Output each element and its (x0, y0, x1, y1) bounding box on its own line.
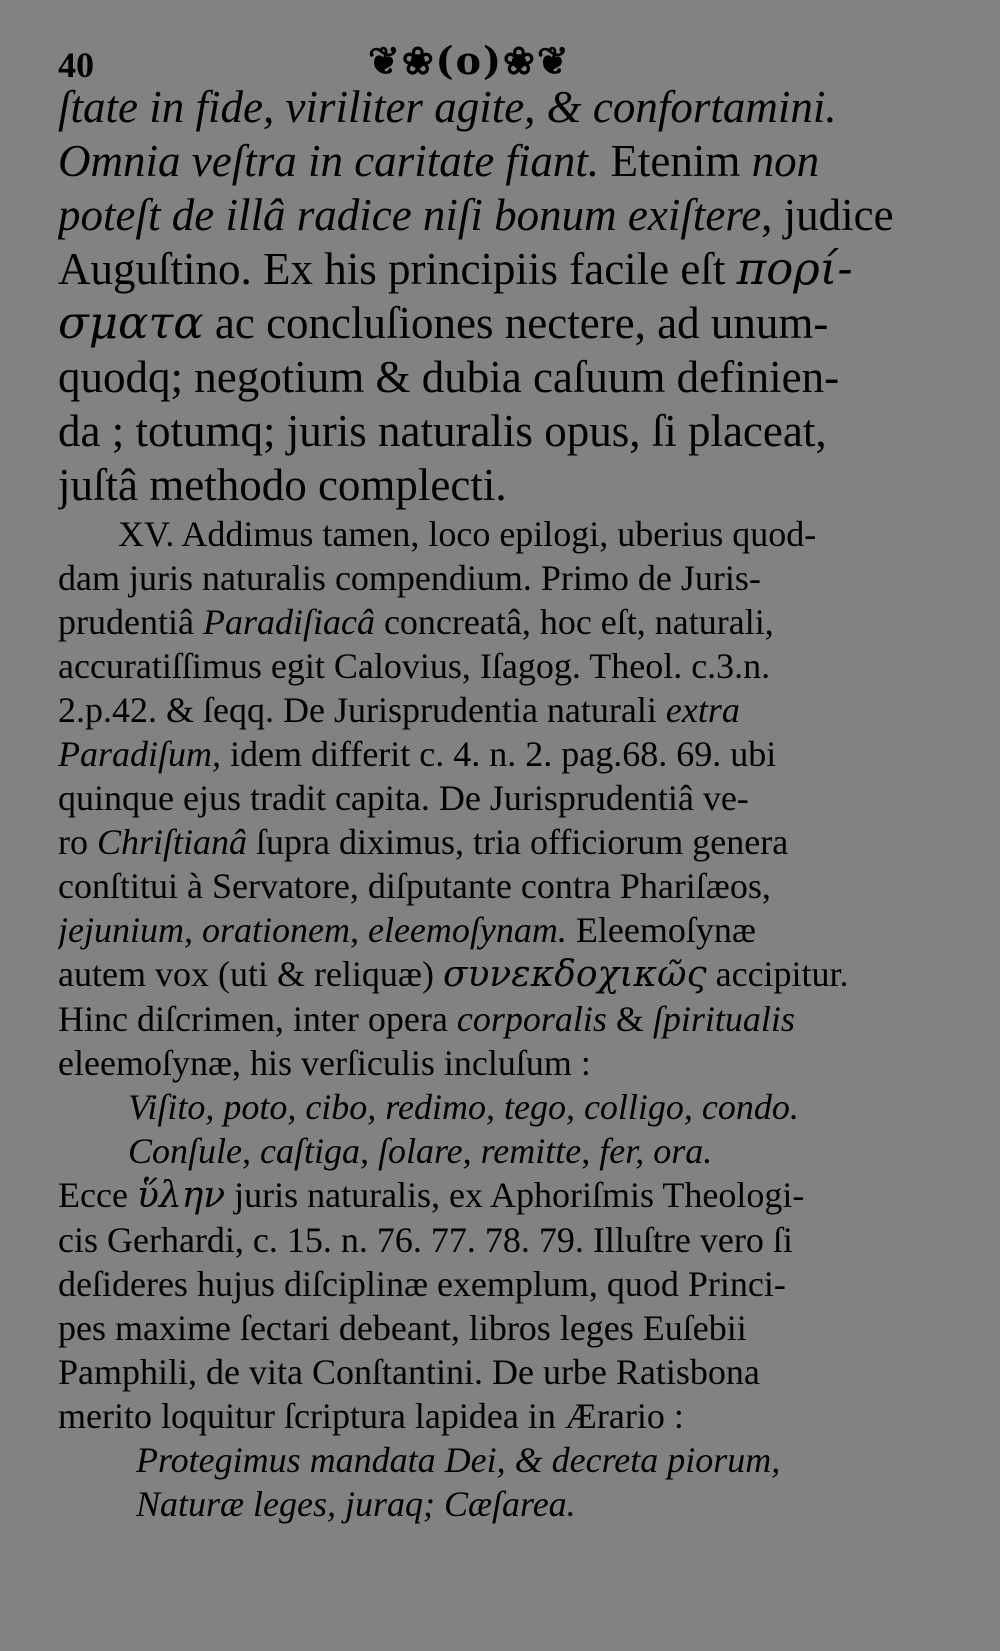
text-segment: autem vox (uti & reliquæ) (58, 954, 443, 994)
text-segment: ro (58, 822, 97, 862)
text-segment: 2.p.42. & ſeqq. De Jurisprudentia naturali (58, 690, 666, 730)
text-segment: prudentiâ (58, 602, 203, 642)
text-segment: Conſule, caſtiga, ſolare, remitte, fer, ora. (128, 1131, 713, 1171)
text-line (58, 296, 943, 350)
text-segment: Pamphili, de vita Conſtantini. De urbe Ratisbona (58, 1352, 760, 1392)
text-line (58, 1350, 943, 1394)
text-line (58, 1394, 943, 1438)
text-line (58, 1173, 943, 1218)
text-segment: ſpiritualis (652, 999, 795, 1039)
text-segment: da ; totumq; juris naturalis opus, ſi placeat, (58, 406, 827, 456)
text-segment: juſtâ methodo complecti. (58, 460, 507, 510)
text-line (58, 134, 943, 188)
text-line (58, 732, 943, 776)
text-segment: Ecce (58, 1175, 137, 1215)
text-segment: conſtitui à Servatore, diſputante contra Phariſæos, (58, 866, 771, 906)
text-segment: concreatâ, hoc eſt, naturali, (374, 602, 774, 642)
text-segment: poteſt de illâ radice niſi bonum exiſtere (58, 190, 762, 240)
text-segment: Omnia veſtra in caritate fiant. (58, 136, 600, 186)
text-segment: Eleemoſynæ (566, 910, 756, 950)
text-line (58, 512, 943, 556)
text-segment: Etenim (599, 136, 752, 186)
text-line (58, 864, 943, 908)
text-line (58, 556, 943, 600)
text-line (58, 644, 943, 688)
text-line (58, 908, 943, 952)
page-number: 40 (58, 45, 94, 85)
text-segment: , judice (761, 190, 894, 240)
verse-line (58, 1438, 943, 1482)
text-line (58, 80, 943, 134)
verse-line (58, 1482, 943, 1526)
text-segment: dam juris naturalis compendium. Primo de Juris- (58, 558, 761, 598)
text-segment: σματα (58, 296, 204, 349)
text-segment: XV. Addimus tamen, loco epilogi, uberius quod- (118, 514, 817, 554)
text-line (58, 688, 943, 732)
text-line (58, 1218, 943, 1262)
text-line (58, 776, 943, 820)
text-segment: Protegimus mandata Dei, & decreta piorum, (136, 1440, 781, 1480)
text-line (58, 820, 943, 864)
text-segment: συνεκδοχικῶς (442, 954, 707, 995)
text-segment: quodq; negotium & dubia caſuum definien- (58, 352, 840, 402)
header-ornament: ❦❀(o)❀❦ (368, 38, 571, 83)
text-segment: πορί- (736, 242, 853, 295)
text-segment: merito loquitur ſcriptura lapidea in Ærario : (58, 1396, 684, 1436)
text-segment: non (751, 136, 820, 186)
text-segment: ac concluſiones nectere, ad unum- (203, 298, 829, 348)
text-segment: juris naturalis, ex Aphoriſmis Theologi- (225, 1175, 805, 1215)
text-line (58, 188, 943, 242)
text-segment: ὕλην (136, 1175, 226, 1216)
text-segment: Naturæ leges, juraq; Cæſarea. (136, 1484, 576, 1524)
text-line (58, 458, 943, 512)
text-segment: extra (665, 690, 740, 730)
text-segment: jejunium, orationem, eleemoſynam. (58, 910, 567, 950)
verse-line (58, 1129, 943, 1173)
text-line (58, 997, 943, 1041)
text-segment: pes maxime ſectari debeant, libros leges Euſebii (58, 1308, 747, 1348)
body-text (58, 80, 943, 1526)
text-segment: deſideres hujus diſciplinæ exemplum, quod Princi- (58, 1264, 786, 1304)
text-segment: Viſito, poto, cibo, redimo, tego, colligo, condo. (128, 1087, 799, 1127)
text-line (58, 350, 943, 404)
text-line (58, 952, 943, 997)
text-line (58, 1306, 943, 1350)
text-segment: accuratiſſimus egit Calovius, Iſagog. Theol. c.3.n. (58, 646, 771, 686)
text-segment: Hinc diſcrimen, inter opera (58, 999, 457, 1039)
text-line (58, 1041, 943, 1085)
text-segment: accipitur. (706, 954, 849, 994)
text-line (58, 404, 943, 458)
text-segment: corporalis (456, 999, 607, 1039)
text-segment: & (606, 999, 653, 1039)
text-segment: ſtate in fide, viriliter agite, & confortamini. (58, 82, 837, 132)
text-segment: cis Gerhardi, c. 15. n. 76. 77. 78. 79. Illuſtre vero ſi (58, 1220, 793, 1260)
text-line (58, 1262, 943, 1306)
text-segment: quinque ejus tradit capita. De Jurisprudentiâ ve- (58, 778, 749, 818)
text-segment: Paradiſiacâ (202, 602, 375, 642)
text-line (58, 242, 943, 296)
text-segment: eleemoſynæ, his verſiculis incluſum : (58, 1043, 591, 1083)
text-segment: Chriſtianâ (97, 822, 248, 862)
text-segment: ſupra diximus, tria officiorum genera (247, 822, 789, 862)
text-segment: Paradiſum, (58, 734, 222, 774)
text-line (58, 600, 943, 644)
verse-line (58, 1085, 943, 1129)
text-segment: idem differit c. 4. n. 2. pag.68. 69. ubi (221, 734, 777, 774)
text-segment: Auguſtino. Ex his principiis facile eſt (58, 244, 737, 294)
